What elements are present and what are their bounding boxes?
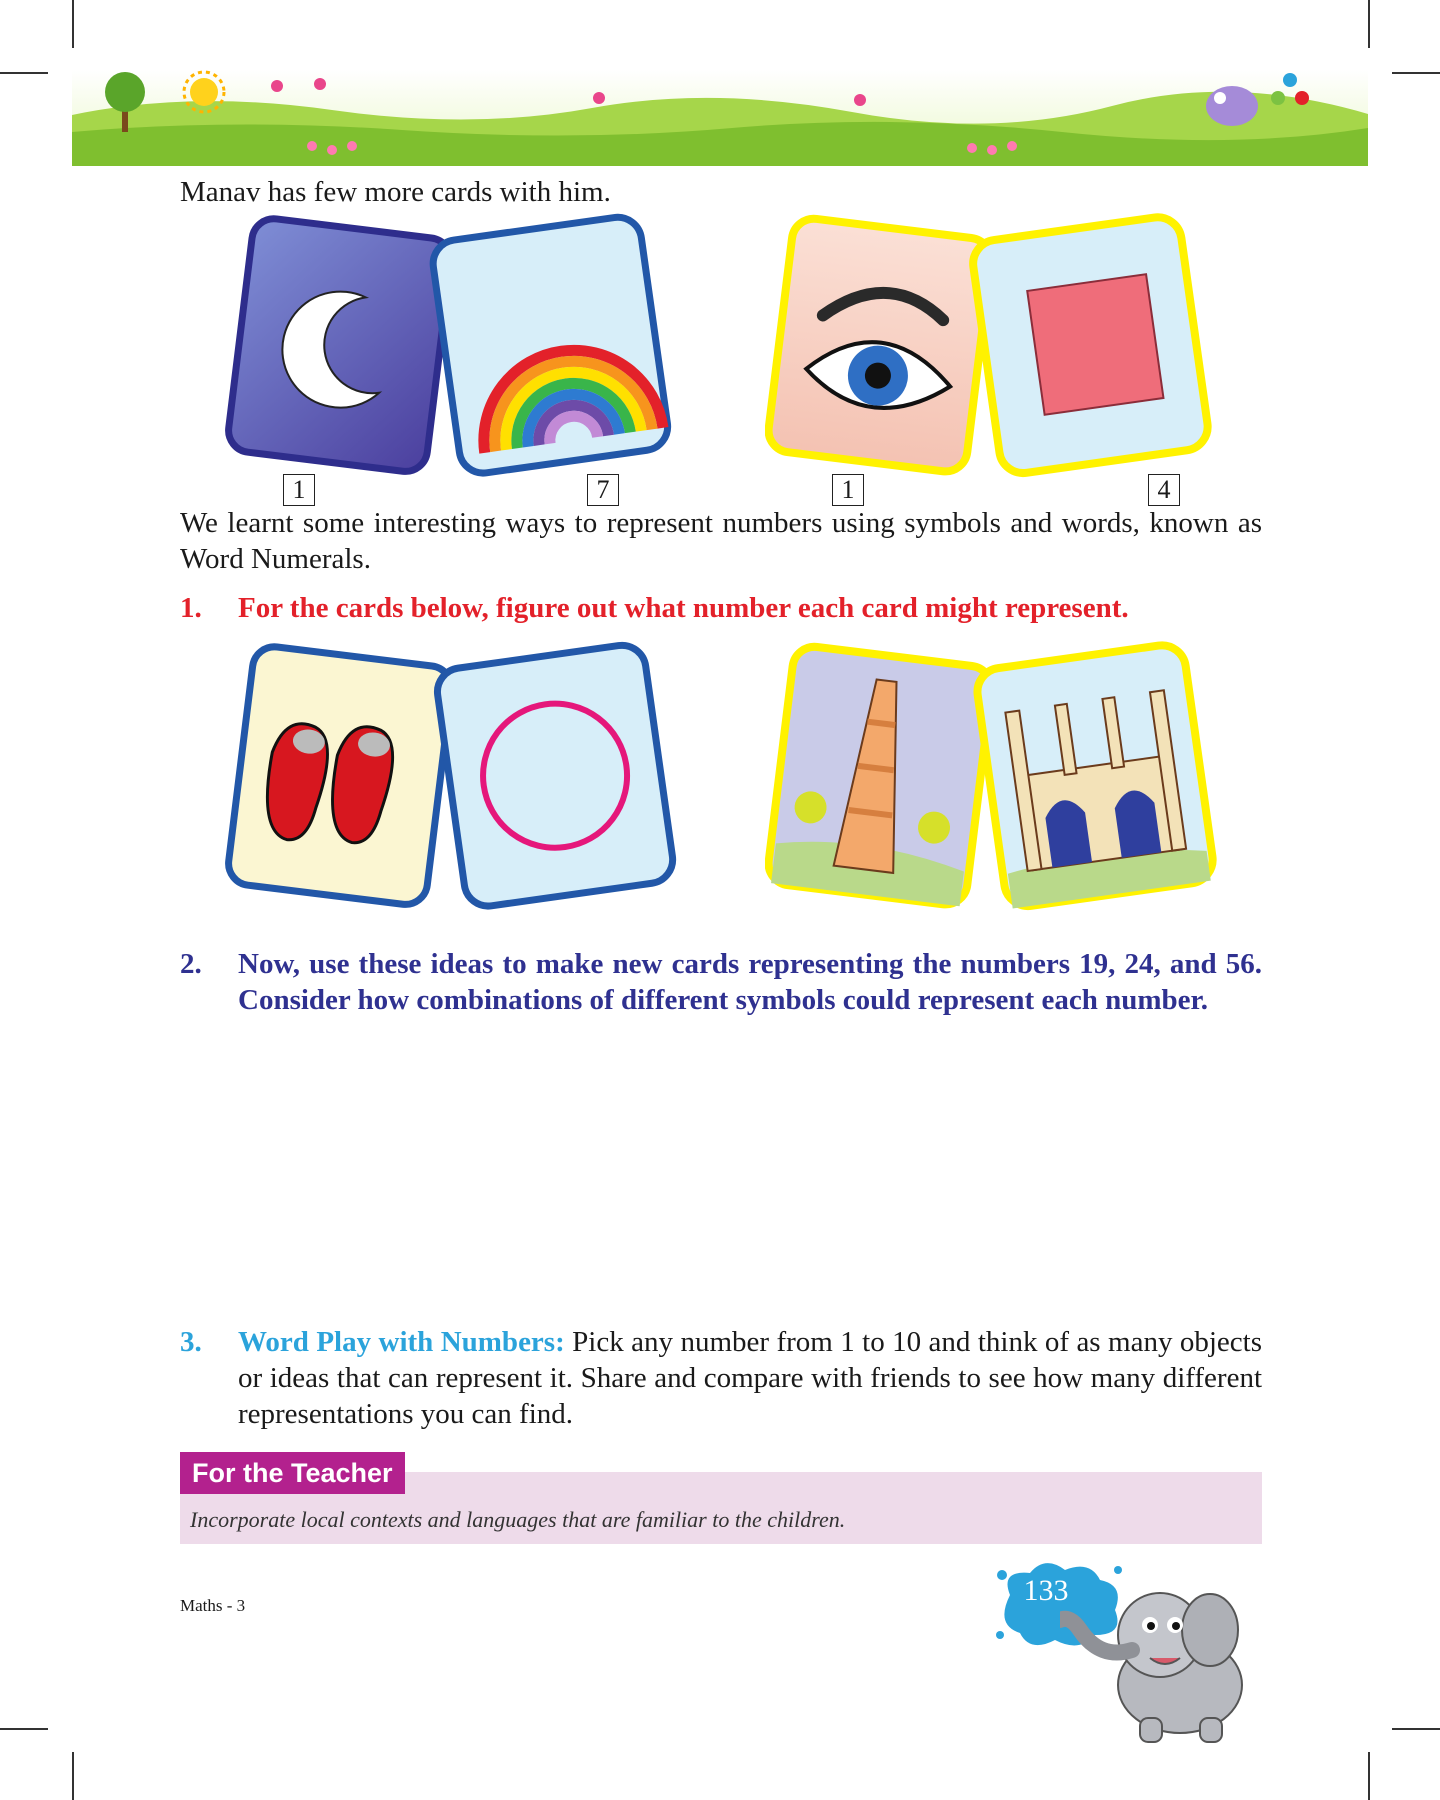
intro-text: Manav has few more cards with him. — [180, 176, 611, 208]
rainbow-card — [430, 214, 671, 476]
crop-mark — [1392, 1728, 1440, 1730]
question-text: Now, use these ideas to make new cards representing the numbers 19, 24, and 56. Consider how combinations of different symbols could represent each number. — [238, 948, 1262, 1016]
card-pair-eye-square — [765, 212, 1235, 492]
card-number-box: 4 — [1148, 474, 1180, 506]
crop-mark — [72, 0, 74, 48]
question-text: For the cards below, figure out what number each card might represent. — [238, 592, 1129, 624]
word-numerals-paragraph: We learnt some interesting ways to represent numbers using symbols and words, known as Word Numerals. — [180, 507, 1262, 575]
card-number-box: 1 — [832, 474, 864, 506]
crop-mark — [1368, 0, 1370, 48]
card-number-box: 1 — [283, 474, 315, 506]
question-number: 1. — [180, 592, 202, 624]
charminar-card — [974, 642, 1215, 909]
shoes-card — [226, 644, 454, 907]
crop-mark — [0, 72, 48, 74]
question-2 — [180, 946, 1262, 1018]
card-number-box: 7 — [587, 474, 619, 506]
square-card — [970, 214, 1211, 476]
page-number: 133 — [1023, 1574, 1069, 1607]
moon-card — [226, 216, 453, 474]
question-3 — [180, 1324, 1262, 1432]
teacher-note-title: For the Teacher — [180, 1452, 405, 1494]
crop-mark — [72, 1752, 74, 1800]
card-pair-moon-rainbow — [225, 212, 695, 492]
card-pair-shoes-circle — [225, 640, 705, 930]
footer-label: Maths - 3 — [180, 1596, 246, 1615]
question-number: 3. — [180, 1326, 202, 1358]
crop-mark — [1392, 72, 1440, 74]
question-lead: Word Play with Numbers: — [238, 1326, 565, 1358]
elephant-icon — [1206, 86, 1258, 126]
minar-card — [766, 644, 994, 907]
crop-mark — [1368, 1752, 1370, 1800]
question-number: 2. — [180, 948, 202, 980]
header-banner — [72, 70, 1368, 166]
card-pair-monuments — [765, 640, 1245, 930]
circle-card — [434, 642, 675, 909]
teacher-note-text: Incorporate local contexts and languages that are familiar to the children. — [190, 1507, 846, 1532]
elephant-icon — [1060, 1570, 1270, 1750]
eye-card — [766, 216, 993, 474]
question-1 — [180, 590, 1262, 626]
question-body: Pick any number from 1 to 10 and think of as many objects or ideas that can represent it. Share and compare with friends to see how many different representations you can find. — [238, 1326, 1263, 1430]
crop-mark — [0, 1728, 48, 1730]
square-icon — [1027, 274, 1163, 414]
question-text — [238, 1324, 1262, 1432]
